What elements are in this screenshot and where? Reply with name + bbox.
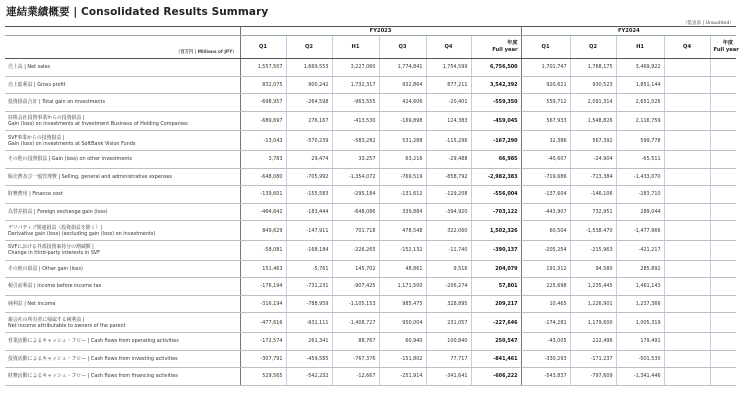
- table-cell: 1,548,826: [570, 111, 616, 131]
- table-cell: 1,851,144: [616, 76, 664, 94]
- table-cell: 1,461,143: [616, 278, 664, 296]
- table-cell: -151,802: [379, 350, 426, 368]
- table-cell: 32,386: [521, 131, 570, 151]
- table-cell: 48,861: [379, 260, 426, 278]
- table-cell: -477,616: [240, 313, 286, 333]
- table-cell: 559,712: [521, 94, 570, 112]
- table-cell: -459,045: [471, 111, 521, 131]
- table-cell: -341,641: [426, 368, 471, 386]
- table-cell: [664, 150, 710, 168]
- table-cell: 1,557,507: [240, 59, 286, 77]
- table-cell: 599,778: [616, 131, 664, 151]
- table-body: [5, 59, 736, 386]
- table-cell: 1,502,326: [471, 221, 521, 241]
- table-cell: [710, 150, 736, 168]
- table-cell: 289,044: [616, 203, 664, 221]
- table-cell: 3,783: [240, 150, 286, 168]
- col-fy24-q2: Q2: [570, 36, 616, 59]
- table-cell: -330,293: [521, 350, 570, 368]
- table-cell: 328,895: [426, 295, 471, 313]
- row-label-line: Gain (loss) on investments at Investment Business of Holding Companies: [8, 121, 188, 128]
- table-cell: [664, 240, 710, 260]
- table-cell: -648,086: [332, 203, 379, 221]
- table-cell: -459,585: [286, 350, 332, 368]
- table-cell: -559,350: [471, 94, 521, 112]
- table-cell: 94,580: [570, 260, 616, 278]
- table-cell: 33,257: [332, 150, 379, 168]
- col-fy23-q3: Q3: [379, 36, 426, 59]
- table-cell: -788,959: [286, 295, 332, 313]
- table-cell: 2,091,314: [570, 94, 616, 112]
- row-label-line: Derivative gain (loss) (excluding gain (loss) on investments): [8, 230, 156, 237]
- table-cell: -12,667: [332, 368, 379, 386]
- table-cell: -152,132: [379, 240, 426, 260]
- table-row: [5, 350, 736, 368]
- row-label-line: 販売費及び一般管理費 | Selling, general and administrative expenses: [8, 173, 173, 180]
- results-table: [5, 26, 739, 386]
- table-cell: [664, 59, 710, 77]
- table-cell: -731,231: [286, 278, 332, 296]
- row-label: [5, 332, 240, 350]
- table-cell: -556,004: [471, 186, 521, 204]
- col-fy23-h1: H1: [332, 36, 379, 59]
- table-cell: [710, 203, 736, 221]
- table-cell: -131,612: [379, 186, 426, 204]
- header-spacer: [5, 27, 240, 36]
- table-cell: 531,288: [379, 131, 426, 151]
- row-label: [5, 203, 240, 221]
- table-cell: 60,504: [521, 221, 570, 241]
- col-fy23-q1: Q1: [240, 36, 286, 59]
- row-label: [5, 168, 240, 186]
- table-cell: 567,392: [570, 131, 616, 151]
- table-cell: 1,774,841: [379, 59, 426, 77]
- row-label-line: 営業活動によるキャッシュ・フロー | Cash flows from operating activities: [8, 338, 179, 345]
- row-label-line: Net income attributable to owners of the parent: [8, 322, 126, 329]
- table-cell: [710, 221, 736, 241]
- row-label: [5, 368, 240, 386]
- table-cell: -58,081: [240, 240, 286, 260]
- full-year-label-en: Full year: [492, 47, 518, 53]
- row-label: [5, 240, 240, 260]
- row-label: [5, 111, 240, 131]
- table-row: [5, 313, 736, 333]
- table-cell: 151,463: [240, 260, 286, 278]
- table-cell: -40,607: [521, 150, 570, 168]
- full-year-label-ja: 年度: [722, 40, 734, 46]
- table-cell: -583,282: [332, 131, 379, 151]
- table-cell: [664, 278, 710, 296]
- table-cell: -713,384: [570, 168, 616, 186]
- table-cell: -226,265: [332, 240, 379, 260]
- table-cell: -43,005: [521, 332, 570, 350]
- row-label-line: その他の損益 | Other gain (loss): [8, 265, 83, 272]
- table-cell: 900,242: [286, 76, 332, 94]
- table-cell: 209,217: [471, 295, 521, 313]
- table-cell: 100,840: [426, 332, 471, 350]
- row-label: [5, 313, 240, 333]
- table-cell: 285,892: [616, 260, 664, 278]
- fy2023-header: FY2023: [240, 27, 521, 36]
- table-cell: -542,232: [286, 368, 332, 386]
- table-cell: -264,598: [286, 94, 332, 112]
- table-cell: 424,606: [379, 94, 426, 112]
- table-cell: 1,235,445: [570, 278, 616, 296]
- row-label-line: 純利益 | Net income: [8, 301, 56, 308]
- table-cell: [664, 260, 710, 278]
- table-cell: -1,408,727: [332, 313, 379, 333]
- table-cell: [710, 295, 736, 313]
- col-fy24-full-year: [710, 36, 739, 59]
- table-cell: 832,075: [240, 76, 286, 94]
- table-cell: 1,005,319: [616, 313, 664, 333]
- table-cell: -858,792: [426, 168, 471, 186]
- row-label: [5, 221, 240, 241]
- table-cell: 1,179,600: [570, 313, 616, 333]
- table-cell: [710, 76, 736, 94]
- table-cell: -413,530: [332, 111, 379, 131]
- table-cell: [710, 111, 736, 131]
- table-row: [5, 240, 736, 260]
- table-cell: [710, 313, 736, 333]
- table-row: [5, 59, 736, 77]
- table-cell: -1,341,446: [616, 368, 664, 386]
- row-label-line: 売上高 | Net sales: [8, 64, 51, 71]
- table-cell: -705,992: [286, 168, 332, 186]
- table-cell: 2,116,759: [616, 111, 664, 131]
- table-cell: -251,914: [379, 368, 426, 386]
- table-cell: 276,167: [286, 111, 332, 131]
- table-cell: 261,341: [286, 332, 332, 350]
- table-cell: 932,864: [379, 76, 426, 94]
- table-cell: 60,940: [379, 332, 426, 350]
- table-cell: 950,004: [379, 313, 426, 333]
- table-cell: 1,701,747: [521, 59, 570, 77]
- table-cell: 567,933: [521, 111, 570, 131]
- table-cell: [710, 186, 736, 204]
- col-fy23-q4: Q4: [426, 36, 471, 59]
- table-cell: 191,312: [521, 260, 570, 278]
- table-cell: -719,686: [521, 168, 570, 186]
- table-cell: -172,574: [240, 332, 286, 350]
- row-label-line: 親会社の所有者に帰属する純利益 |: [8, 316, 85, 323]
- table-row: [5, 186, 736, 204]
- table-cell: 29,474: [286, 150, 332, 168]
- table-row: [5, 150, 736, 168]
- table-cell: -543,837: [521, 368, 570, 386]
- table-cell: 57,801: [471, 278, 521, 296]
- page-title: 連結業績概要 | Consolidated Results Summary: [6, 6, 269, 18]
- table-cell: 701,718: [332, 221, 379, 241]
- table-cell: -907,425: [332, 278, 379, 296]
- table-cell: -65,511: [616, 150, 664, 168]
- table-cell: 339,884: [379, 203, 426, 221]
- table-cell: 877,211: [426, 76, 471, 94]
- table-row: [5, 131, 736, 151]
- table-cell: -570,239: [286, 131, 332, 151]
- table-cell: -307,791: [240, 350, 286, 368]
- table-cell: 478,548: [379, 221, 426, 241]
- table-cell: -443,907: [521, 203, 570, 221]
- row-label-line: 為替差損益 | Foreign exchange gain (loss): [8, 209, 108, 216]
- table-cell: [664, 94, 710, 112]
- table-cell: 88,767: [332, 332, 379, 350]
- table-cell: [664, 131, 710, 151]
- table-cell: [710, 240, 736, 260]
- table-cell: -464,642: [240, 203, 286, 221]
- row-label-line: 財務費用 | Finance cost: [8, 191, 63, 198]
- fiscal-year-header-row: [5, 27, 736, 36]
- row-label-line: 持株会社投資事業からの投資損益 |: [8, 115, 85, 122]
- table-cell: 1,768,175: [570, 59, 616, 77]
- table-row: [5, 332, 736, 350]
- row-label-line: Gain (loss) on investments at SoftBank Vision Funds: [8, 140, 136, 147]
- row-label-line: 投資損益合計 | Total gain on investments: [8, 99, 106, 106]
- table-row: [5, 260, 736, 278]
- table-cell: 124,383: [426, 111, 471, 131]
- table-cell: -5,761: [286, 260, 332, 278]
- table-row: [5, 111, 736, 131]
- table-cell: -295,184: [332, 186, 379, 204]
- row-label-line: Change in third-party interests in SVF: [8, 250, 101, 257]
- table-cell: [664, 368, 710, 386]
- row-label-line: SVFにおける外部投資家持分の増減額 |: [8, 244, 94, 251]
- table-cell: 66,985: [471, 150, 521, 168]
- table-cell: 145,702: [332, 260, 379, 278]
- table-cell: [664, 221, 710, 241]
- table-cell: -689,697: [240, 111, 286, 131]
- table-cell: 2,651,026: [616, 94, 664, 112]
- table-cell: 225,698: [521, 278, 570, 296]
- units-label: （百万円 | Millions of JPY）: [5, 36, 240, 59]
- table-cell: -1,354,072: [332, 168, 379, 186]
- table-cell: -115,296: [426, 131, 471, 151]
- table-cell: -648,080: [240, 168, 286, 186]
- table-cell: -841,461: [471, 350, 521, 368]
- table-cell: -767,376: [332, 350, 379, 368]
- table-cell: 6,756,500: [471, 59, 521, 77]
- table-row: [5, 94, 736, 112]
- table-cell: -394,920: [426, 203, 471, 221]
- table-cell: -703,122: [471, 203, 521, 221]
- table-cell: -769,519: [379, 168, 426, 186]
- row-label-line: 財務活動によるキャッシュ・フロー | Cash flows from financing activities: [8, 373, 178, 380]
- table-cell: 1,669,553: [286, 59, 332, 77]
- table-cell: -283,710: [616, 186, 664, 204]
- table-cell: -206,274: [426, 278, 471, 296]
- table-cell: 1,732,317: [332, 76, 379, 94]
- table-cell: [710, 168, 736, 186]
- col-fy23-full-year: [471, 36, 521, 59]
- table-cell: [710, 350, 736, 368]
- unaudited-note: （監査前 | Unaudited）: [682, 21, 734, 26]
- row-label-line: デリバティブ関連損益（投資損益を除く）|: [8, 224, 103, 231]
- table-cell: -139,601: [240, 186, 286, 204]
- table-row: [5, 168, 736, 186]
- row-label: [5, 150, 240, 168]
- row-label: [5, 59, 240, 77]
- table-cell: -174,281: [521, 313, 570, 333]
- table-cell: -963,555: [332, 94, 379, 112]
- table-cell: -501,530: [616, 350, 664, 368]
- table-cell: 179,491: [616, 332, 664, 350]
- table-cell: [710, 59, 736, 77]
- table-cell: [664, 350, 710, 368]
- table-cell: [664, 111, 710, 131]
- row-label-line: その他の投資損益 | Gain (loss) on other investments: [8, 156, 132, 163]
- table-cell: -129,208: [426, 186, 471, 204]
- row-label: [5, 94, 240, 112]
- full-year-label-ja: 年度: [507, 40, 518, 46]
- table-row: [5, 295, 736, 313]
- table-cell: 222,496: [570, 332, 616, 350]
- table-cell: 9,516: [426, 260, 471, 278]
- table-cell: 3,469,922: [616, 59, 664, 77]
- table-cell: [664, 76, 710, 94]
- table-cell: 930,523: [570, 76, 616, 94]
- col-fy23-q2: Q2: [286, 36, 332, 59]
- table-cell: [664, 295, 710, 313]
- row-label: [5, 278, 240, 296]
- table-cell: [664, 168, 710, 186]
- table-cell: 1,237,366: [616, 295, 664, 313]
- table-cell: -13,043: [240, 131, 286, 151]
- table-cell: -215,963: [570, 240, 616, 260]
- period-header-row: [5, 36, 736, 59]
- table-cell: [664, 203, 710, 221]
- table-row: [5, 203, 736, 221]
- table-cell: [710, 131, 736, 151]
- row-label: [5, 76, 240, 94]
- table-cell: -168,184: [286, 240, 332, 260]
- table-cell: -167,290: [471, 131, 521, 151]
- table-cell: 985,475: [379, 295, 426, 313]
- table-cell: 231,057: [426, 313, 471, 333]
- fy2024-header: FY2024: [521, 27, 736, 36]
- table-cell: 10,465: [521, 295, 570, 313]
- table-cell: -316,194: [240, 295, 286, 313]
- row-label: [5, 295, 240, 313]
- col-fy24-q4: Q4: [664, 36, 710, 59]
- table-cell: 849,629: [240, 221, 286, 241]
- table-cell: 920,621: [521, 76, 570, 94]
- table-cell: -606,222: [471, 368, 521, 386]
- table-cell: -227,646: [471, 313, 521, 333]
- table-cell: -20,401: [426, 94, 471, 112]
- table-cell: [664, 332, 710, 350]
- table-row: [5, 278, 736, 296]
- table-cell: 204,079: [471, 260, 521, 278]
- table-cell: -205,254: [521, 240, 570, 260]
- table-cell: -155,583: [286, 186, 332, 204]
- table-cell: -147,911: [286, 221, 332, 241]
- table-cell: -171,237: [570, 350, 616, 368]
- table-row: [5, 76, 736, 94]
- table-cell: [710, 94, 736, 112]
- table-cell: -176,194: [240, 278, 286, 296]
- table-cell: 3,542,392: [471, 76, 521, 94]
- table-cell: 1,754,599: [426, 59, 471, 77]
- table-cell: 1,171,500: [379, 278, 426, 296]
- table-cell: -11,740: [426, 240, 471, 260]
- table-cell: 250,547: [471, 332, 521, 350]
- table-cell: 529,565: [240, 368, 286, 386]
- table-cell: [710, 332, 736, 350]
- table-cell: -1,538,470: [570, 221, 616, 241]
- table-cell: 732,951: [570, 203, 616, 221]
- table-cell: -2,982,383: [471, 168, 521, 186]
- table-row: [5, 221, 736, 241]
- table-cell: -137,604: [521, 186, 570, 204]
- full-year-label-en: Full year: [713, 47, 739, 53]
- table-cell: -183,444: [286, 203, 332, 221]
- table-cell: 63,216: [379, 150, 426, 168]
- table-row: [5, 368, 736, 386]
- table-cell: -390,137: [471, 240, 521, 260]
- table-cell: -1,105,153: [332, 295, 379, 313]
- table-cell: -931,111: [286, 313, 332, 333]
- row-label-line: SVF事業からの投資損益 |: [8, 134, 65, 141]
- col-fy24-q1: Q1: [521, 36, 570, 59]
- table-cell: -421,217: [616, 240, 664, 260]
- row-label: [5, 186, 240, 204]
- table-cell: -24,904: [570, 150, 616, 168]
- table-cell: -29,488: [426, 150, 471, 168]
- table-cell: 322,060: [426, 221, 471, 241]
- table-cell: 3,227,060: [332, 59, 379, 77]
- table-cell: [664, 186, 710, 204]
- table-cell: [710, 368, 736, 386]
- table-cell: -698,957: [240, 94, 286, 112]
- table-cell: -169,898: [379, 111, 426, 131]
- table-cell: 77,717: [426, 350, 471, 368]
- table-cell: [710, 278, 736, 296]
- table-cell: -146,106: [570, 186, 616, 204]
- row-label-line: 売上総利益 | Gross profit: [8, 81, 66, 88]
- row-label: [5, 350, 240, 368]
- table-cell: 1,226,901: [570, 295, 616, 313]
- row-label-line: 税引前利益 | Income before income tax: [8, 283, 102, 290]
- row-label-line: 投資活動によるキャッシュ・フロー | Cash flows from investing activities: [8, 355, 178, 362]
- table-cell: [664, 313, 710, 333]
- table-cell: -1,477,966: [616, 221, 664, 241]
- col-fy24-h1: H1: [616, 36, 664, 59]
- table-cell: [710, 260, 736, 278]
- row-label: [5, 260, 240, 278]
- row-label: [5, 131, 240, 151]
- table-cell: -1,433,070: [616, 168, 664, 186]
- table-cell: -797,609: [570, 368, 616, 386]
